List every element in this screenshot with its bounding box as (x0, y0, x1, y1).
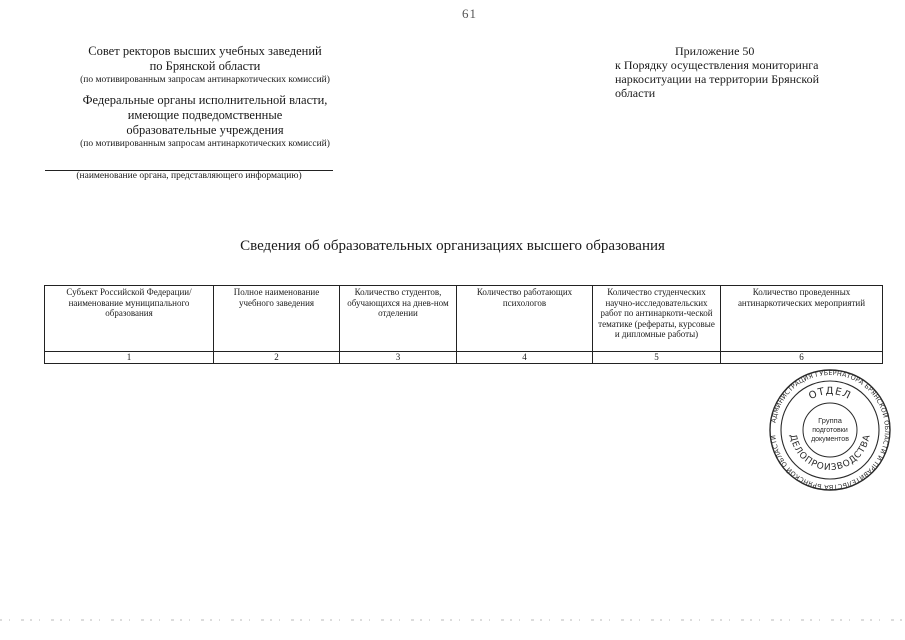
appendix-line: области (615, 86, 656, 100)
report-table (44, 285, 883, 364)
column-number: 5 (593, 352, 721, 364)
recipient-block (40, 44, 370, 151)
document-title: Сведения об образовательных организациях высшего образования (240, 238, 665, 254)
recipient-note: (по мотивированным запросам антинаркотических комиссий) (80, 75, 330, 85)
organ-caption: (наименование органа, представляющего информацию) (76, 171, 302, 181)
recipient-line: имеющие подведомственные (127, 108, 283, 122)
column-header: Количество студенческих научно-исследовательских работ по антинаркоти-ческой тематике (рефераты, курсовые и дипломные работы) (593, 286, 721, 352)
stamp-center-line: Группа (818, 416, 842, 425)
column-header: Количество работающих психологов (457, 286, 593, 352)
page-number: 61 (462, 6, 477, 21)
stamp-arc-top: ОТДЕЛ (807, 385, 853, 403)
column-header: Количество проведенных антинаркотических мероприятий (721, 286, 883, 352)
column-header: Полное наименование учебного заведения (214, 286, 340, 352)
stamp-arc-bottom: ДЕЛОПРОИЗВОДСТВА (787, 433, 873, 474)
appendix-title: Приложение 50 (675, 44, 755, 58)
appendix-line: наркоситуации на территории Брянской (615, 72, 820, 86)
recipient-note: (по мотивированным запросам антинаркотических комиссий) (80, 139, 330, 149)
office-stamp (768, 368, 892, 492)
stamp-center-line: документов (811, 436, 849, 443)
column-number: 1 (45, 352, 214, 364)
appendix-line: к Порядку осуществления мониторинга (615, 58, 819, 72)
stamp-outer-text: АДМИНИСТРАЦИЯ ГУБЕРНАТОРА БРЯНСКОЙ ОБЛАСТИ И ПРАВИТЕЛЬСТВА БРЯНСКОЙ ОБЛАСТИ (769, 368, 892, 492)
table-header-row (45, 286, 883, 352)
svg-text:ОТДЕЛ (807, 386, 853, 402)
recipient-line: Федеральные органы исполнительной власти, (82, 93, 328, 107)
table-row (45, 352, 883, 364)
column-number: 2 (214, 352, 340, 364)
scan-artifact (0, 617, 905, 623)
column-number: 6 (721, 352, 883, 364)
recipient-line: Совет ректоров высших учебных заведений (88, 44, 322, 58)
recipient-line: по Брянской области (149, 59, 261, 73)
column-number: 3 (340, 352, 457, 364)
column-header: Количество студентов, обучающихся на днев-ном отделении (340, 286, 457, 352)
appendix-block (615, 44, 855, 100)
column-number: 4 (457, 352, 593, 364)
recipient-line: образовательные учреждения (126, 123, 284, 137)
column-header: Субъект Российской Федерации/ наименование муниципального образования (45, 286, 214, 352)
stamp-center-line: подготовки (812, 427, 848, 434)
